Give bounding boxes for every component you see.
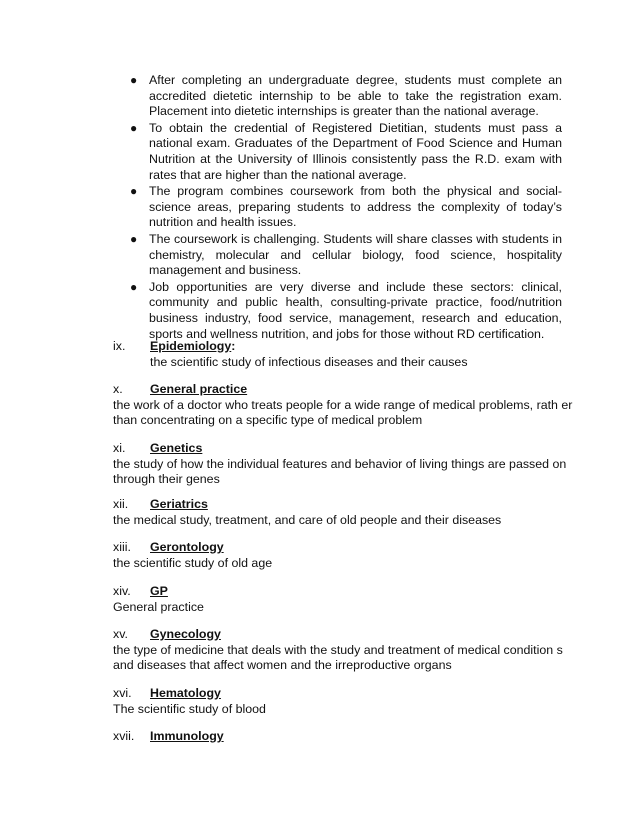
entry-term: Gerontology: [150, 540, 224, 554]
glossary-entry-gynecology: [113, 627, 573, 674]
bullet-dot-icon: ●: [130, 73, 138, 87]
bullet-dot-icon: ●: [130, 184, 138, 199]
entry-term: Geriatrics: [150, 497, 208, 511]
entry-term: Immunology: [150, 729, 224, 743]
entry-definition: the medical study, treatment, and care of old people and their diseases: [113, 512, 502, 527]
glossary-entry-genetics: [113, 441, 573, 488]
bullet-text: The program combines coursework from both the physical and social-science areas, preparing students to address the complexity of today’s nutrition and health issues.: [149, 184, 562, 230]
entry-term: Epidemiology: [150, 339, 232, 353]
entry-definition: the work of a doctor who treats people for a wide range of medical problems, rath er than concentrating on a specific type of medical problem: [113, 397, 573, 428]
bullet-item: [130, 121, 562, 183]
bullet-dot-icon: ●: [130, 279, 138, 294]
bullet-item: [130, 184, 562, 231]
bullet-list: [130, 73, 562, 343]
entry-number: x.: [113, 382, 123, 396]
entry-number: xiii.: [113, 540, 131, 554]
entry-definition: The scientific study of blood: [113, 701, 266, 716]
entry-term: GP: [150, 584, 168, 598]
entry-number: xi.: [113, 441, 126, 455]
entry-number: xii.: [113, 497, 129, 511]
entry-term: General practice: [150, 382, 248, 396]
bullet-item: [130, 232, 562, 279]
bullet-item: [130, 280, 562, 342]
entry-term: Genetics: [150, 441, 203, 455]
entry-definition: the scientific study of old age: [113, 555, 273, 570]
entry-number: xvii.: [113, 729, 135, 743]
entry-number: xvi.: [113, 686, 132, 700]
bullet-text: The coursework is challenging. Students will share classes with students in chemistry, molecular and cellular biology, food science, hospitality management and business.: [149, 231, 562, 278]
glossary-entry-gp: [113, 584, 573, 615]
glossary-entry-hematology: [113, 686, 573, 717]
bullet-item: [130, 73, 562, 120]
entry-number: xv.: [113, 627, 128, 641]
glossary-entry-geriatrics: [113, 497, 573, 528]
entry-definition: the scientific study of infectious diseases and their causes: [150, 354, 468, 369]
glossary-entry-immunology: [113, 729, 573, 745]
entry-definition: General practice: [113, 599, 204, 614]
entry-number: xiv.: [113, 584, 131, 598]
entry-number: ix.: [113, 339, 126, 353]
bullet-text: To obtain the credential of Registered Dietitian, students must pass a national exam. Graduates of the Department of Food Science and Human Nutrition at the University of Illinois consistently pass the R.D. exam with rates that are higher than the national average.: [149, 120, 562, 182]
entry-colon: :: [231, 339, 236, 353]
entry-definition: the study of how the individual features and behavior of living things are passed on through their genes: [113, 456, 567, 487]
glossary-entry-epidemiology: [113, 339, 573, 370]
bullet-text: Job opportunities are very diverse and include these sectors: clinical, community and public health, consulting-private practice, food/nutrition business industry, food service, management, research and education, sports and wellness nutrition, and jobs for those without RD certification.: [149, 279, 562, 341]
entry-definition: the type of medicine that deals with the study and treatment of medical condition s and diseases that affect women and the irreproductive organs: [113, 642, 563, 673]
glossary-entry-gerontology: [113, 540, 573, 571]
bullet-dot-icon: ●: [130, 231, 138, 246]
entry-term: Hematology: [150, 686, 221, 700]
glossary-entry-general-practice: [113, 382, 573, 429]
bullet-text: After completing an undergraduate degree, students must complete an accredited dietetic internship to be able to take the registration exam. Placement into dietetic internships is greater than the national average.: [149, 73, 562, 119]
bullet-dot-icon: ●: [130, 120, 138, 135]
entry-term: Gynecology: [150, 627, 221, 641]
